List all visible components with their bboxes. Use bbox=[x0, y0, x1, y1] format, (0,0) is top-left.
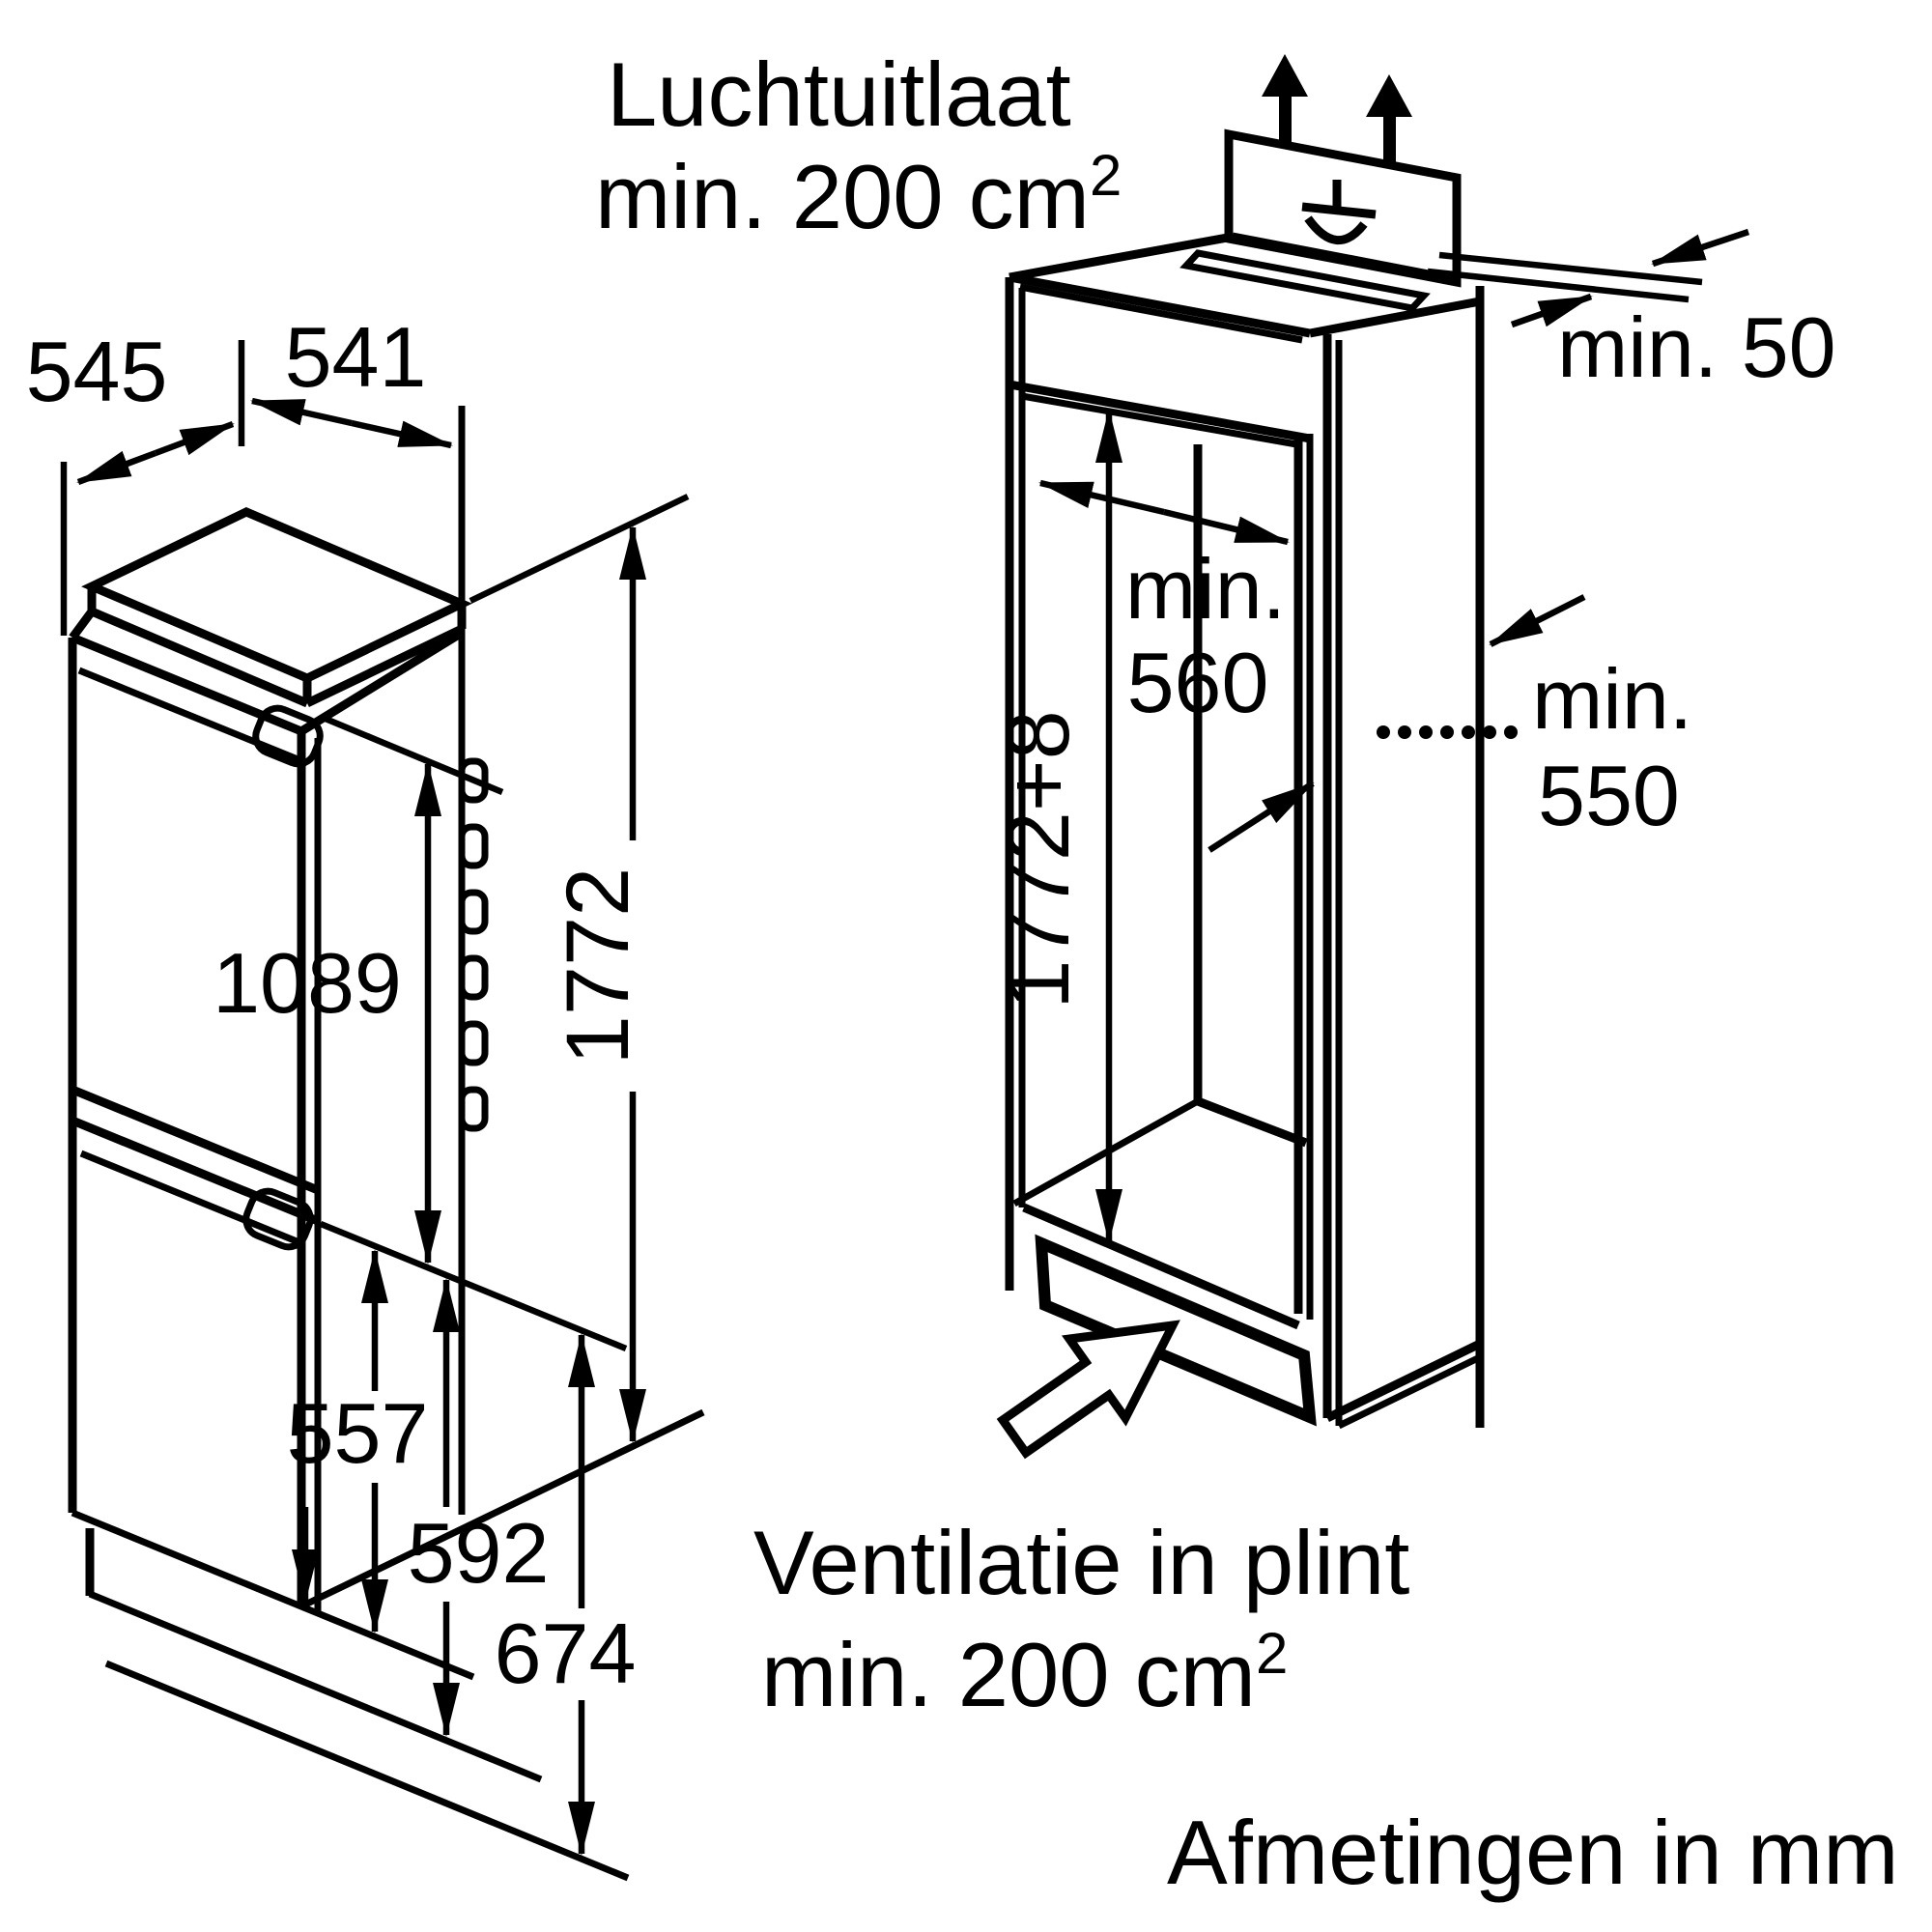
appliance-top-panel bbox=[72, 512, 462, 703]
side-depth-value: 550 bbox=[1538, 748, 1680, 843]
vent-slot bbox=[1186, 253, 1424, 308]
niche-figure bbox=[989, 54, 1836, 1453]
appliance-figure bbox=[26, 309, 703, 1878]
side-depth-label: min. bbox=[1532, 651, 1693, 747]
hinge-icon bbox=[462, 1090, 485, 1128]
svg-text:Luchtuitlaat: Luchtuitlaat bbox=[607, 43, 1071, 145]
units-note: Afmetingen in mm bbox=[1167, 1802, 1899, 1903]
hinge-icon bbox=[462, 893, 485, 931]
insert-direction-arrow-icon bbox=[1003, 1325, 1173, 1453]
hinge-icon bbox=[462, 958, 485, 997]
top-gap-label: min. 50 bbox=[1557, 299, 1836, 395]
lower-dimension-label-557: 557 bbox=[286, 1385, 429, 1481]
svg-text:min. 200 cm2: min. 200 $cm^2$ bbox=[595, 143, 1122, 247]
lower-dimension-label-592: 592 bbox=[407, 1505, 550, 1601]
lower-dimension-label-674: 674 bbox=[494, 1605, 637, 1701]
width-dimension-label: 541 bbox=[284, 309, 427, 405]
airflow-up-arrow-icon bbox=[1366, 74, 1412, 167]
hinge-icons bbox=[462, 761, 485, 1128]
dotted-leader bbox=[1377, 725, 1518, 739]
svg-text:min. 200 cm2: min. 200 $cm^2$ bbox=[761, 1621, 1289, 1725]
airflow-up-arrow-icon bbox=[1262, 54, 1308, 147]
niche-width-value: 560 bbox=[1126, 635, 1269, 730]
upper-door-height-label: 1089 bbox=[213, 935, 402, 1031]
vent-symbol-icon bbox=[1302, 180, 1376, 241]
hinge-icon bbox=[462, 1024, 485, 1063]
appliance-height-label: 1772 bbox=[549, 867, 647, 1065]
door-handle-icon bbox=[250, 703, 325, 769]
niche-width-label: min. bbox=[1124, 541, 1287, 637]
air-outlet-note bbox=[595, 43, 1122, 247]
plinth-vent-note bbox=[753, 1512, 1409, 1725]
svg-text:Ventilatie in plint: Ventilatie in plint bbox=[753, 1512, 1410, 1613]
depth-dimension-label: 545 bbox=[25, 324, 168, 419]
niche-height-label: 1772+8 bbox=[989, 710, 1088, 1009]
hinge-icon bbox=[462, 827, 485, 866]
appliance-extension-lines bbox=[64, 340, 688, 1349]
cabinet-top-outline bbox=[1009, 237, 1480, 340]
